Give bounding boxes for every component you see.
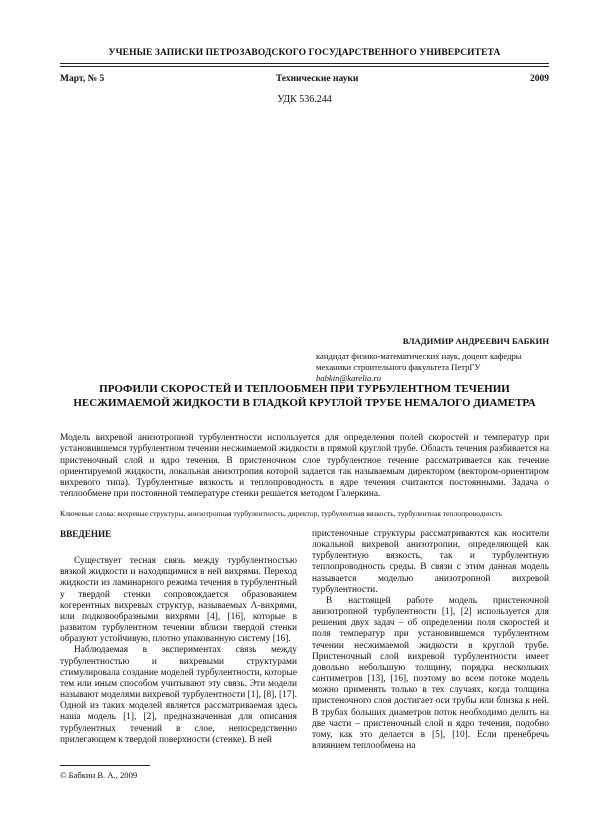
section-heading-introduction: ВВЕДЕНИЕ bbox=[60, 529, 112, 539]
paper-title bbox=[60, 382, 549, 410]
copyright-note: © Бабкин В. А., 2009 bbox=[60, 770, 138, 780]
author-email: babkin@karelia.ru bbox=[316, 373, 382, 383]
right-column bbox=[312, 529, 549, 752]
intro-paragraph-4: В настоящей работе модель пристеночной анизотропной турбулентности [1], [2] используется для решения двух задач – об определении поля скоростей и поля температур при установившемся турбулентном течении несжимаемой жидкости в круглой трубе. Пристеночный слой вихревой турбулентности имеет довольно небольшую толщину, порядка нескольких сантиметров [13], [16], поэтому во всем потоке модель можно применять только в тех случаях, когда толщина пристеночного слоя достигает оси трубы или близка к ней. В трубах больших диаметров поток необходимо делить на две части – пристеночный слой и ядро течения, подобно тому, как это делается в [5], [10]. Если пренебречь влиянием теплообмена на bbox=[312, 595, 549, 751]
intro-paragraph-3: пристеночные структуры рассматриваются как носители локальной вихревой анизотропии, определяющей как турбулентную вязкость, так и турбулентную теплопроводность среды. В связи с этим данная модель называется моделью анизотропной вихревой турбулентности. bbox=[312, 529, 549, 595]
abstract: Модель вихревой анизотропной турбулентности используется для определения полей скоростей и температур при установившемся турбулентном течении несжимаемой жидкости в прямой круглой трубе. Область течения разбивается на пристеночный слой и ядро течения. В пристеночном слое турбулентное течение рассматривается как течение ориентируемой жидкости, локальная анизотропия которой задается так называемым директором (вектором-ориентиром вихревого типа). Турбулентные вязкость и теплопроводность в ядре течения считаются постоянными. Задача о теплообмене при постоянной температуре стенки решается методом Галеркина. bbox=[60, 433, 549, 500]
paper-title-line2: НЕСЖИМАЕМОЙ ЖИДКОСТИ В ГЛАДКОЙ КРУГЛОЙ ТРУБЕ НЕМАЛОГО ДИАМЕТРА bbox=[73, 397, 536, 409]
udk-code: УДК 536.244 bbox=[277, 94, 332, 105]
paper-title-line1: ПРОФИЛИ СКОРОСТЕЙ И ТЕПЛООБМЕН ПРИ ТУРБУЛЕНТНОМ ТЕЧЕНИИ bbox=[99, 383, 510, 395]
left-column bbox=[60, 529, 297, 746]
header-rule-top bbox=[60, 63, 549, 64]
footnote-rule bbox=[60, 765, 150, 766]
author-affiliation-line2: механики строительного факультета ПетрГУ bbox=[316, 362, 481, 372]
intro-paragraph-2: Наблюдаемая в экспериментах связь между турбулентностью и вихревыми структурами стимулировала создание моделей турбулентности, которые тем или иным способом учитывают эту связь. Эти модели называют моделями вихревой турбулентности [1], [8], [17]. Одной из таких моделей является рассматриваемая здесь наша модель [1], [2], предназначенная для описания турбулентных течений в слое, непосредственно прилегающем к твердой поверхности (стенке). В ней bbox=[60, 645, 297, 745]
author-block bbox=[316, 336, 549, 384]
intro-paragraph-1: Существует тесная связь между турбулентностью вязкой жидкости и находящимися в ней вихрями. Переход жидкости из ламинарного режима течения в турбулентный у твердой стенки сопровождается образованием когерентных вихревых структур, называемых Λ-вихрями, или подковообразными вихрями [4], [16], которые в развитом турбулентном течении вблизи твердой стенки образуют устойчивую, плотно упакованную систему [16]. bbox=[60, 556, 297, 645]
keywords: Ключевые слова: вихревые структуры, анизотропная турбулентность, директор, турбулентная вязкость, турбулентная теплопроводность bbox=[60, 509, 502, 518]
journal-title: УЧЕНЫЕ ЗАПИСКИ ПЕТРОЗАВОДСКОГО ГОСУДАРСТВЕННОГО УНИВЕРСИТЕТА bbox=[108, 48, 501, 58]
section-label: Технические науки bbox=[275, 74, 359, 84]
author-affiliation-line1: кандидат физико-математических наук, доцент кафедры bbox=[316, 351, 522, 361]
issue-label: Март, № 5 bbox=[60, 74, 105, 84]
author-name: ВЛАДИМИР АНДРЕЕВИЧ БАБКИН bbox=[402, 336, 549, 346]
issue-meta-row bbox=[60, 74, 549, 84]
header-rule-bottom bbox=[60, 66, 549, 67]
year-label: 2009 bbox=[530, 74, 549, 84]
